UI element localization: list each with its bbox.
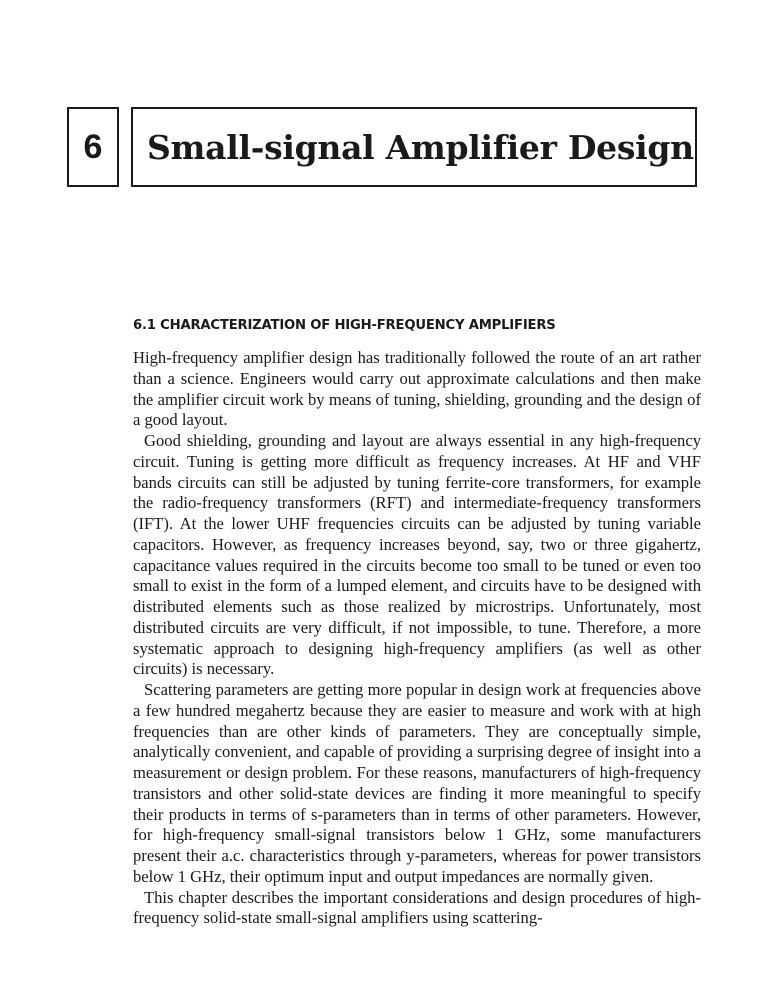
- paragraph-shielding: Good shielding, grounding and layout are always essential in any high-frequency circuit. Tuning is getting more difficult as frequency increases. At HF and VHF bands circuits can still be adjusted by tuning ferrite-core transformers, for example the radio-frequency transformers (RFT) and intermediate-frequency transformers (IFT). At the lower UHF frequencies circuits can be adjusted by tuning variable capacitors. However, as frequency increases beyond, say, two or three gigahertz, capacitance values required in the circuits become too small to be tuned or even too small to exist in the form of a lumped element, and circuits have to be designed with distributed elements such as those realized by microstrips. Unfortunately, most distributed circuits are very difficult, if not impossible, to tune. Therefore, a more systematic approach to designing high-frequency amplifiers (as well as other circuits) is necessary.: [133, 431, 701, 679]
- chapter-title: Small-signal Amplifier Design: [147, 127, 694, 167]
- chapter-title-box: [131, 107, 697, 187]
- paragraph-scattering-parameters: Scattering parameters are getting more popular in design work at frequencies above a few hundred megahertz because they are easier to measure and work with at high frequencies than are other kinds of parameters. They are conceptually simple, analytically convenient, and capable of providing a surprising degree of insight into a measurement or design problem. For these reasons, manufacturers of high-frequency transistors and other solid-state devices are finding it more meaningful to specify their products in terms of s-parameters than in terms of other parameters. However, for high-frequency small-signal transistors below 1 GHz, some manufacturers present their a.c. characteristics through y-parameters, whereas for power transistors below 1 GHz, their optimum input and output impedances are normally given.: [133, 680, 701, 886]
- section-heading: 6.1 CHARACTERIZATION OF HIGH-FREQUENCY AMPLIFIERS: [133, 318, 556, 333]
- chapter-number-box: [67, 107, 119, 187]
- paragraph-intro: High-frequency amplifier design has traditionally followed the route of an art rather than a science. Engineers would carry out approximate calculations and then make the amplifier circuit work by means of tuning, shielding, grounding and the design of a good layout.: [133, 348, 701, 430]
- page-content: [133, 317, 701, 929]
- chapter-number: 6: [83, 127, 103, 166]
- paragraph-chapter-overview: This chapter describes the important considerations and design procedures of high-frequency solid-state small-signal amplifiers using scattering-: [133, 887, 701, 928]
- chapter-header: [67, 107, 697, 189]
